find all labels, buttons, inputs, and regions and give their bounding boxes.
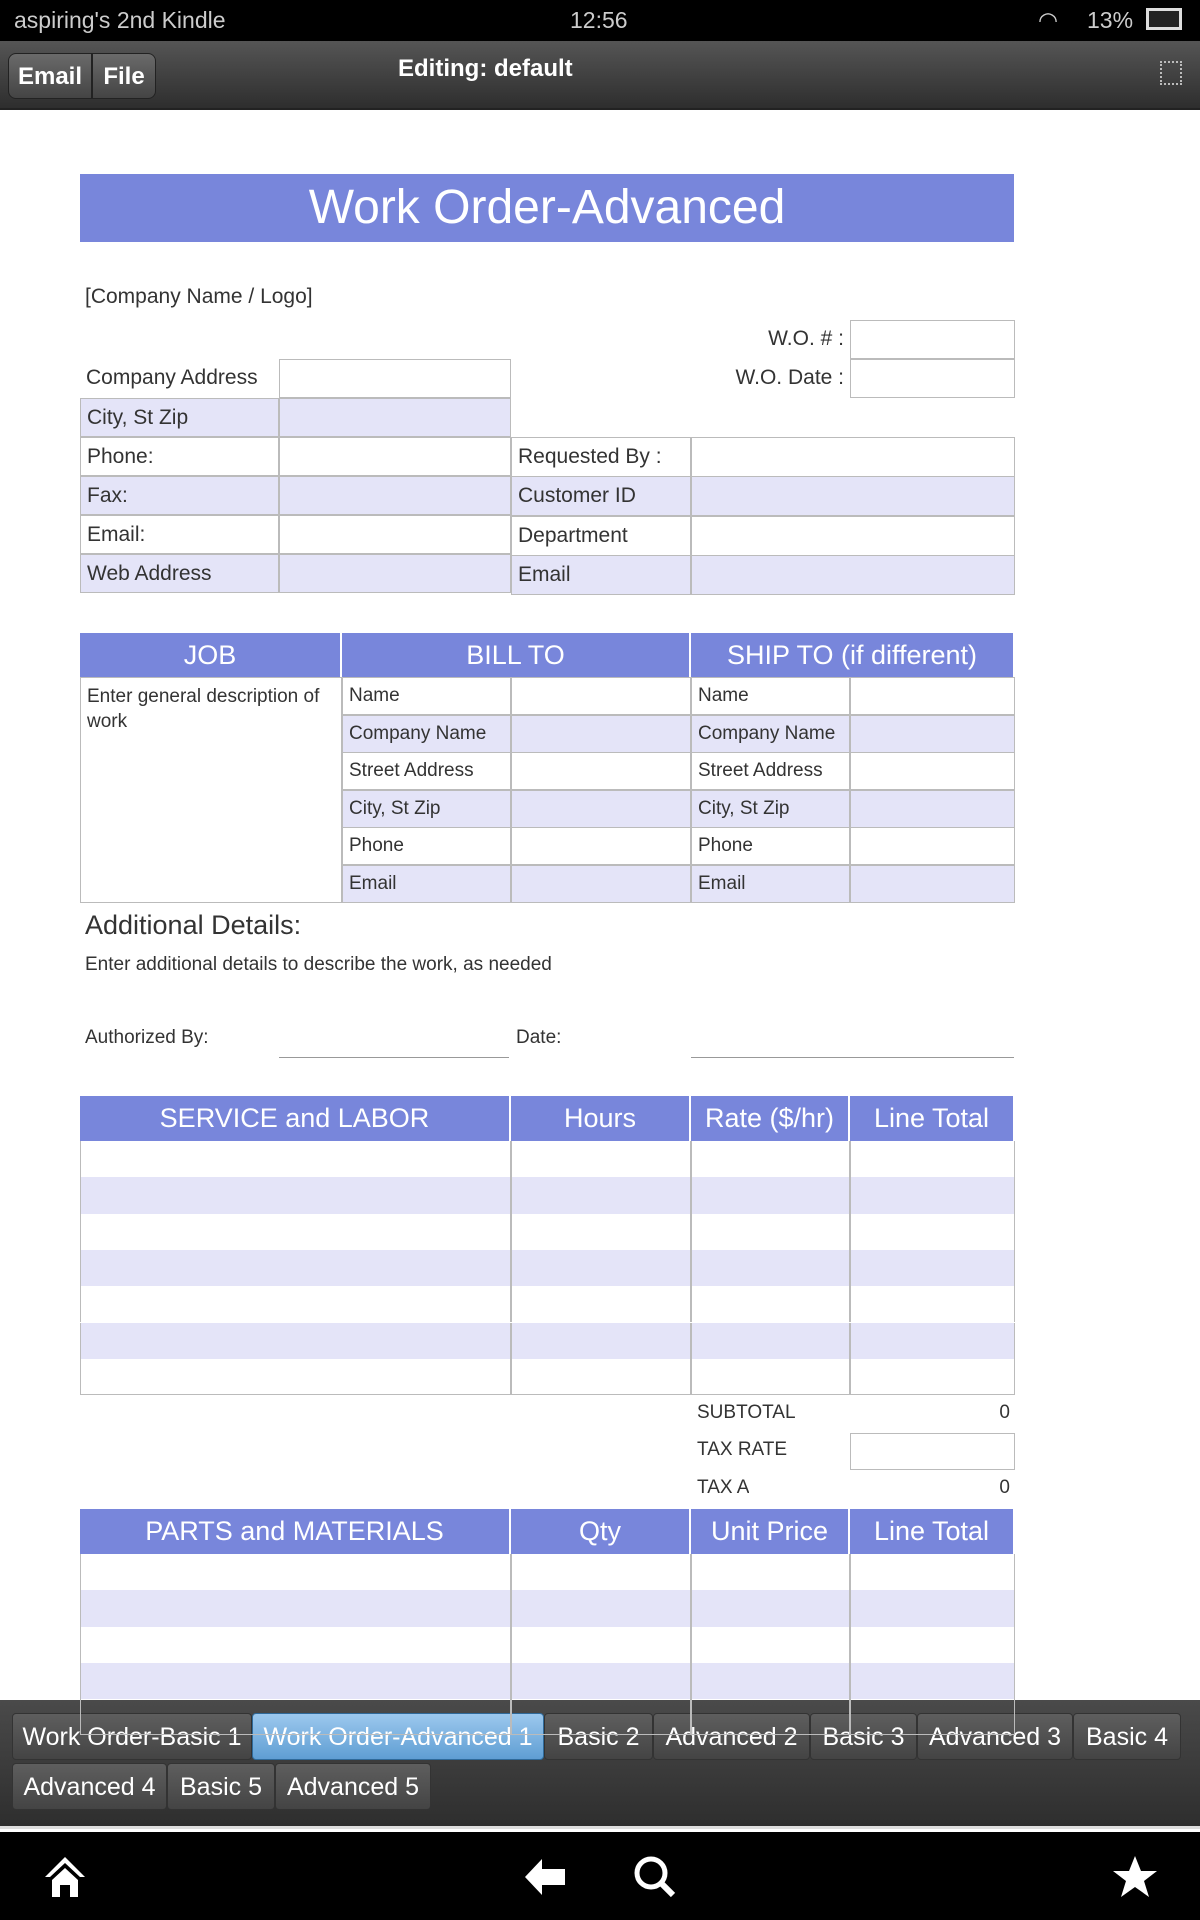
ship-to-label: Name xyxy=(691,677,850,715)
back-icon[interactable] xyxy=(520,1852,570,1902)
requester-input[interactable] xyxy=(691,516,1015,556)
ship-to-label: Phone xyxy=(691,827,850,865)
info-input[interactable] xyxy=(279,398,511,437)
service-cell[interactable] xyxy=(80,1359,511,1395)
date-line[interactable] xyxy=(691,1057,1014,1058)
wo-number-label: W.O. # : xyxy=(768,327,844,350)
ship-to-input[interactable] xyxy=(850,715,1015,753)
service-cell[interactable] xyxy=(80,1250,511,1286)
service-cell[interactable] xyxy=(691,1323,850,1359)
service-header-1: Hours xyxy=(511,1096,691,1141)
bill-to-label: Street Address xyxy=(342,752,511,790)
battery-icon xyxy=(1146,8,1182,30)
bill-to-label: Name xyxy=(342,677,511,715)
parts-cell[interactable] xyxy=(80,1590,511,1626)
ship-to-input[interactable] xyxy=(850,752,1015,790)
requester-label: Customer ID xyxy=(511,476,691,516)
wo-number-input[interactable] xyxy=(850,320,1015,359)
parts-cell[interactable] xyxy=(511,1627,691,1663)
parts-header-0: PARTS and MATERIALS xyxy=(80,1509,511,1554)
parts-cell[interactable] xyxy=(511,1590,691,1626)
additional-details-text[interactable]: Enter additional details to describe the work, as needed xyxy=(85,954,552,975)
favorites-star-icon[interactable] xyxy=(1110,1852,1160,1902)
bill-to-input[interactable] xyxy=(511,790,691,828)
sheet-tab[interactable]: Advanced 3 xyxy=(917,1713,1073,1760)
service-header-0: SERVICE and LABOR xyxy=(80,1096,511,1141)
ship-to-input[interactable] xyxy=(850,677,1015,715)
parts-cell[interactable] xyxy=(511,1663,691,1699)
service-cell[interactable] xyxy=(691,1177,850,1213)
parts-cell[interactable] xyxy=(850,1699,1015,1735)
service-cell[interactable] xyxy=(850,1250,1015,1286)
info-label: Phone: xyxy=(80,437,279,476)
parts-cell[interactable] xyxy=(850,1627,1015,1663)
service-cell[interactable] xyxy=(511,1141,691,1177)
file-button[interactable]: File xyxy=(92,53,156,99)
service-cell[interactable] xyxy=(511,1250,691,1286)
requester-input[interactable] xyxy=(691,555,1015,595)
parts-cell[interactable] xyxy=(511,1554,691,1590)
service-cell[interactable] xyxy=(850,1177,1015,1213)
bill-to-label: Email xyxy=(342,865,511,903)
parts-cell[interactable] xyxy=(691,1590,850,1626)
email-button[interactable]: Email xyxy=(8,53,92,99)
info-input[interactable] xyxy=(279,437,511,476)
fullscreen-icon[interactable] xyxy=(1160,61,1182,85)
wo-date-input[interactable] xyxy=(850,359,1015,398)
bill-to-input[interactable] xyxy=(511,752,691,790)
bill-to-input[interactable] xyxy=(511,865,691,903)
parts-cell[interactable] xyxy=(691,1554,850,1590)
ship-to-input[interactable] xyxy=(850,865,1015,903)
info-label: City, St Zip xyxy=(80,398,279,437)
bill-to-input[interactable] xyxy=(511,715,691,753)
service-cell[interactable] xyxy=(691,1214,850,1250)
sheet-tab[interactable]: Advanced 5 xyxy=(275,1763,431,1810)
parts-cell[interactable] xyxy=(850,1663,1015,1699)
battery-level: 13% xyxy=(1087,7,1134,33)
tax-rate-label: TAX RATE xyxy=(697,1439,788,1460)
sheet-tab[interactable]: Basic 3 xyxy=(810,1713,917,1760)
parts-header-2: Unit Price xyxy=(691,1509,850,1554)
service-cell[interactable] xyxy=(850,1214,1015,1250)
tax-a-label: TAX A xyxy=(697,1477,750,1498)
service-cell[interactable] xyxy=(80,1323,511,1359)
sheet-tab[interactable]: Work Order-Advanced 1 xyxy=(252,1713,544,1760)
ship-to-label: Company Name xyxy=(691,715,850,753)
subtotal-label: SUBTOTAL xyxy=(697,1402,796,1423)
info-label: Company Address xyxy=(86,366,258,389)
parts-header-3: Line Total xyxy=(850,1509,1015,1554)
tax-rate-input[interactable] xyxy=(850,1433,1015,1470)
company-name[interactable]: [Company Name / Logo] xyxy=(85,285,313,308)
service-cell[interactable] xyxy=(850,1141,1015,1177)
wo-date-label: W.O. Date : xyxy=(735,366,844,389)
ship-to-label: Street Address xyxy=(691,752,850,790)
requester-input[interactable] xyxy=(691,476,1015,516)
ship-to-label: Email xyxy=(691,865,850,903)
requester-input[interactable] xyxy=(691,437,1015,477)
bill-to-input[interactable] xyxy=(511,827,691,865)
service-cell[interactable] xyxy=(691,1359,850,1395)
device-name: aspiring's 2nd Kindle xyxy=(14,7,226,33)
info-input[interactable] xyxy=(279,476,511,515)
parts-cell[interactable] xyxy=(80,1699,511,1735)
service-cell[interactable] xyxy=(511,1286,691,1322)
info-label: Email: xyxy=(80,515,279,554)
authorized-by-label: Authorized By: xyxy=(85,1027,209,1048)
status-bar xyxy=(0,0,1200,41)
service-cell[interactable] xyxy=(691,1141,850,1177)
bill-to-label: Company Name xyxy=(342,715,511,753)
bill-to-header: BILL TO xyxy=(342,633,691,677)
parts-cell[interactable] xyxy=(850,1590,1015,1626)
service-cell[interactable] xyxy=(691,1250,850,1286)
search-icon[interactable] xyxy=(630,1852,680,1902)
service-cell[interactable] xyxy=(80,1141,511,1177)
requester-label: Email xyxy=(511,555,691,595)
app-toolbar xyxy=(0,41,1200,110)
ship-to-label: City, St Zip xyxy=(691,790,850,828)
bill-to-label: City, St Zip xyxy=(342,790,511,828)
service-cell[interactable] xyxy=(511,1177,691,1213)
service-cell[interactable] xyxy=(850,1359,1015,1395)
parts-cell[interactable] xyxy=(80,1627,511,1663)
document-title: Work Order-Advanced xyxy=(80,174,1014,242)
info-label: Web Address xyxy=(80,554,279,593)
sheet-tab[interactable]: Basic 2 xyxy=(544,1713,653,1760)
job-header: JOB xyxy=(80,633,342,677)
tax-a-value: 0 xyxy=(999,1477,1010,1498)
parts-cell[interactable] xyxy=(80,1663,511,1699)
service-cell[interactable] xyxy=(80,1177,511,1213)
clock: 12:56 xyxy=(570,7,628,33)
ship-to-input[interactable] xyxy=(850,827,1015,865)
service-cell[interactable] xyxy=(80,1214,511,1250)
parts-cell[interactable] xyxy=(850,1554,1015,1590)
bill-to-input[interactable] xyxy=(511,677,691,715)
parts-cell[interactable] xyxy=(80,1554,511,1590)
sheet-tab[interactable]: Basic 4 xyxy=(1073,1713,1181,1760)
ship-to-header: SHIP TO (if different) xyxy=(691,633,1015,677)
additional-details-heading: Additional Details: xyxy=(85,910,302,940)
service-cell[interactable] xyxy=(511,1214,691,1250)
service-cell[interactable] xyxy=(80,1286,511,1322)
date-label: Date: xyxy=(516,1027,562,1048)
service-cell[interactable] xyxy=(511,1359,691,1395)
job-description[interactable]: Enter general description of work xyxy=(80,677,342,903)
sheet-tab[interactable]: Advanced 4 xyxy=(12,1763,167,1810)
editing-title: Editing: default xyxy=(398,55,573,82)
service-header-2: Rate ($/hr) xyxy=(691,1096,850,1141)
service-cell[interactable] xyxy=(511,1323,691,1359)
info-input[interactable] xyxy=(279,359,511,398)
bill-to-label: Phone xyxy=(342,827,511,865)
parts-cell[interactable] xyxy=(511,1699,691,1735)
parts-cell[interactable] xyxy=(691,1663,850,1699)
service-cell[interactable] xyxy=(691,1286,850,1322)
requester-label: Requested By : xyxy=(511,437,691,477)
wifi-icon: ◠ xyxy=(1038,7,1059,33)
subtotal-value: 0 xyxy=(999,1402,1010,1423)
authorized-by-line[interactable] xyxy=(279,1057,509,1058)
service-cell[interactable] xyxy=(850,1286,1015,1322)
home-icon[interactable] xyxy=(40,1852,90,1902)
sheet-tab[interactable]: Work Order-Basic 1 xyxy=(12,1713,252,1760)
sheet-tab[interactable]: Basic 5 xyxy=(167,1763,275,1810)
info-input[interactable] xyxy=(279,554,511,593)
system-nav-bar xyxy=(0,1832,1200,1920)
info-label: Fax: xyxy=(80,476,279,515)
parts-header-1: Qty xyxy=(511,1509,691,1554)
ship-to-input[interactable] xyxy=(850,790,1015,828)
parts-cell[interactable] xyxy=(691,1627,850,1663)
service-cell[interactable] xyxy=(850,1323,1015,1359)
requester-label: Department xyxy=(511,516,691,556)
service-header-3: Line Total xyxy=(850,1096,1015,1141)
sheet-tab[interactable]: Advanced 2 xyxy=(653,1713,810,1760)
info-input[interactable] xyxy=(279,515,511,554)
parts-cell[interactable] xyxy=(691,1699,850,1735)
